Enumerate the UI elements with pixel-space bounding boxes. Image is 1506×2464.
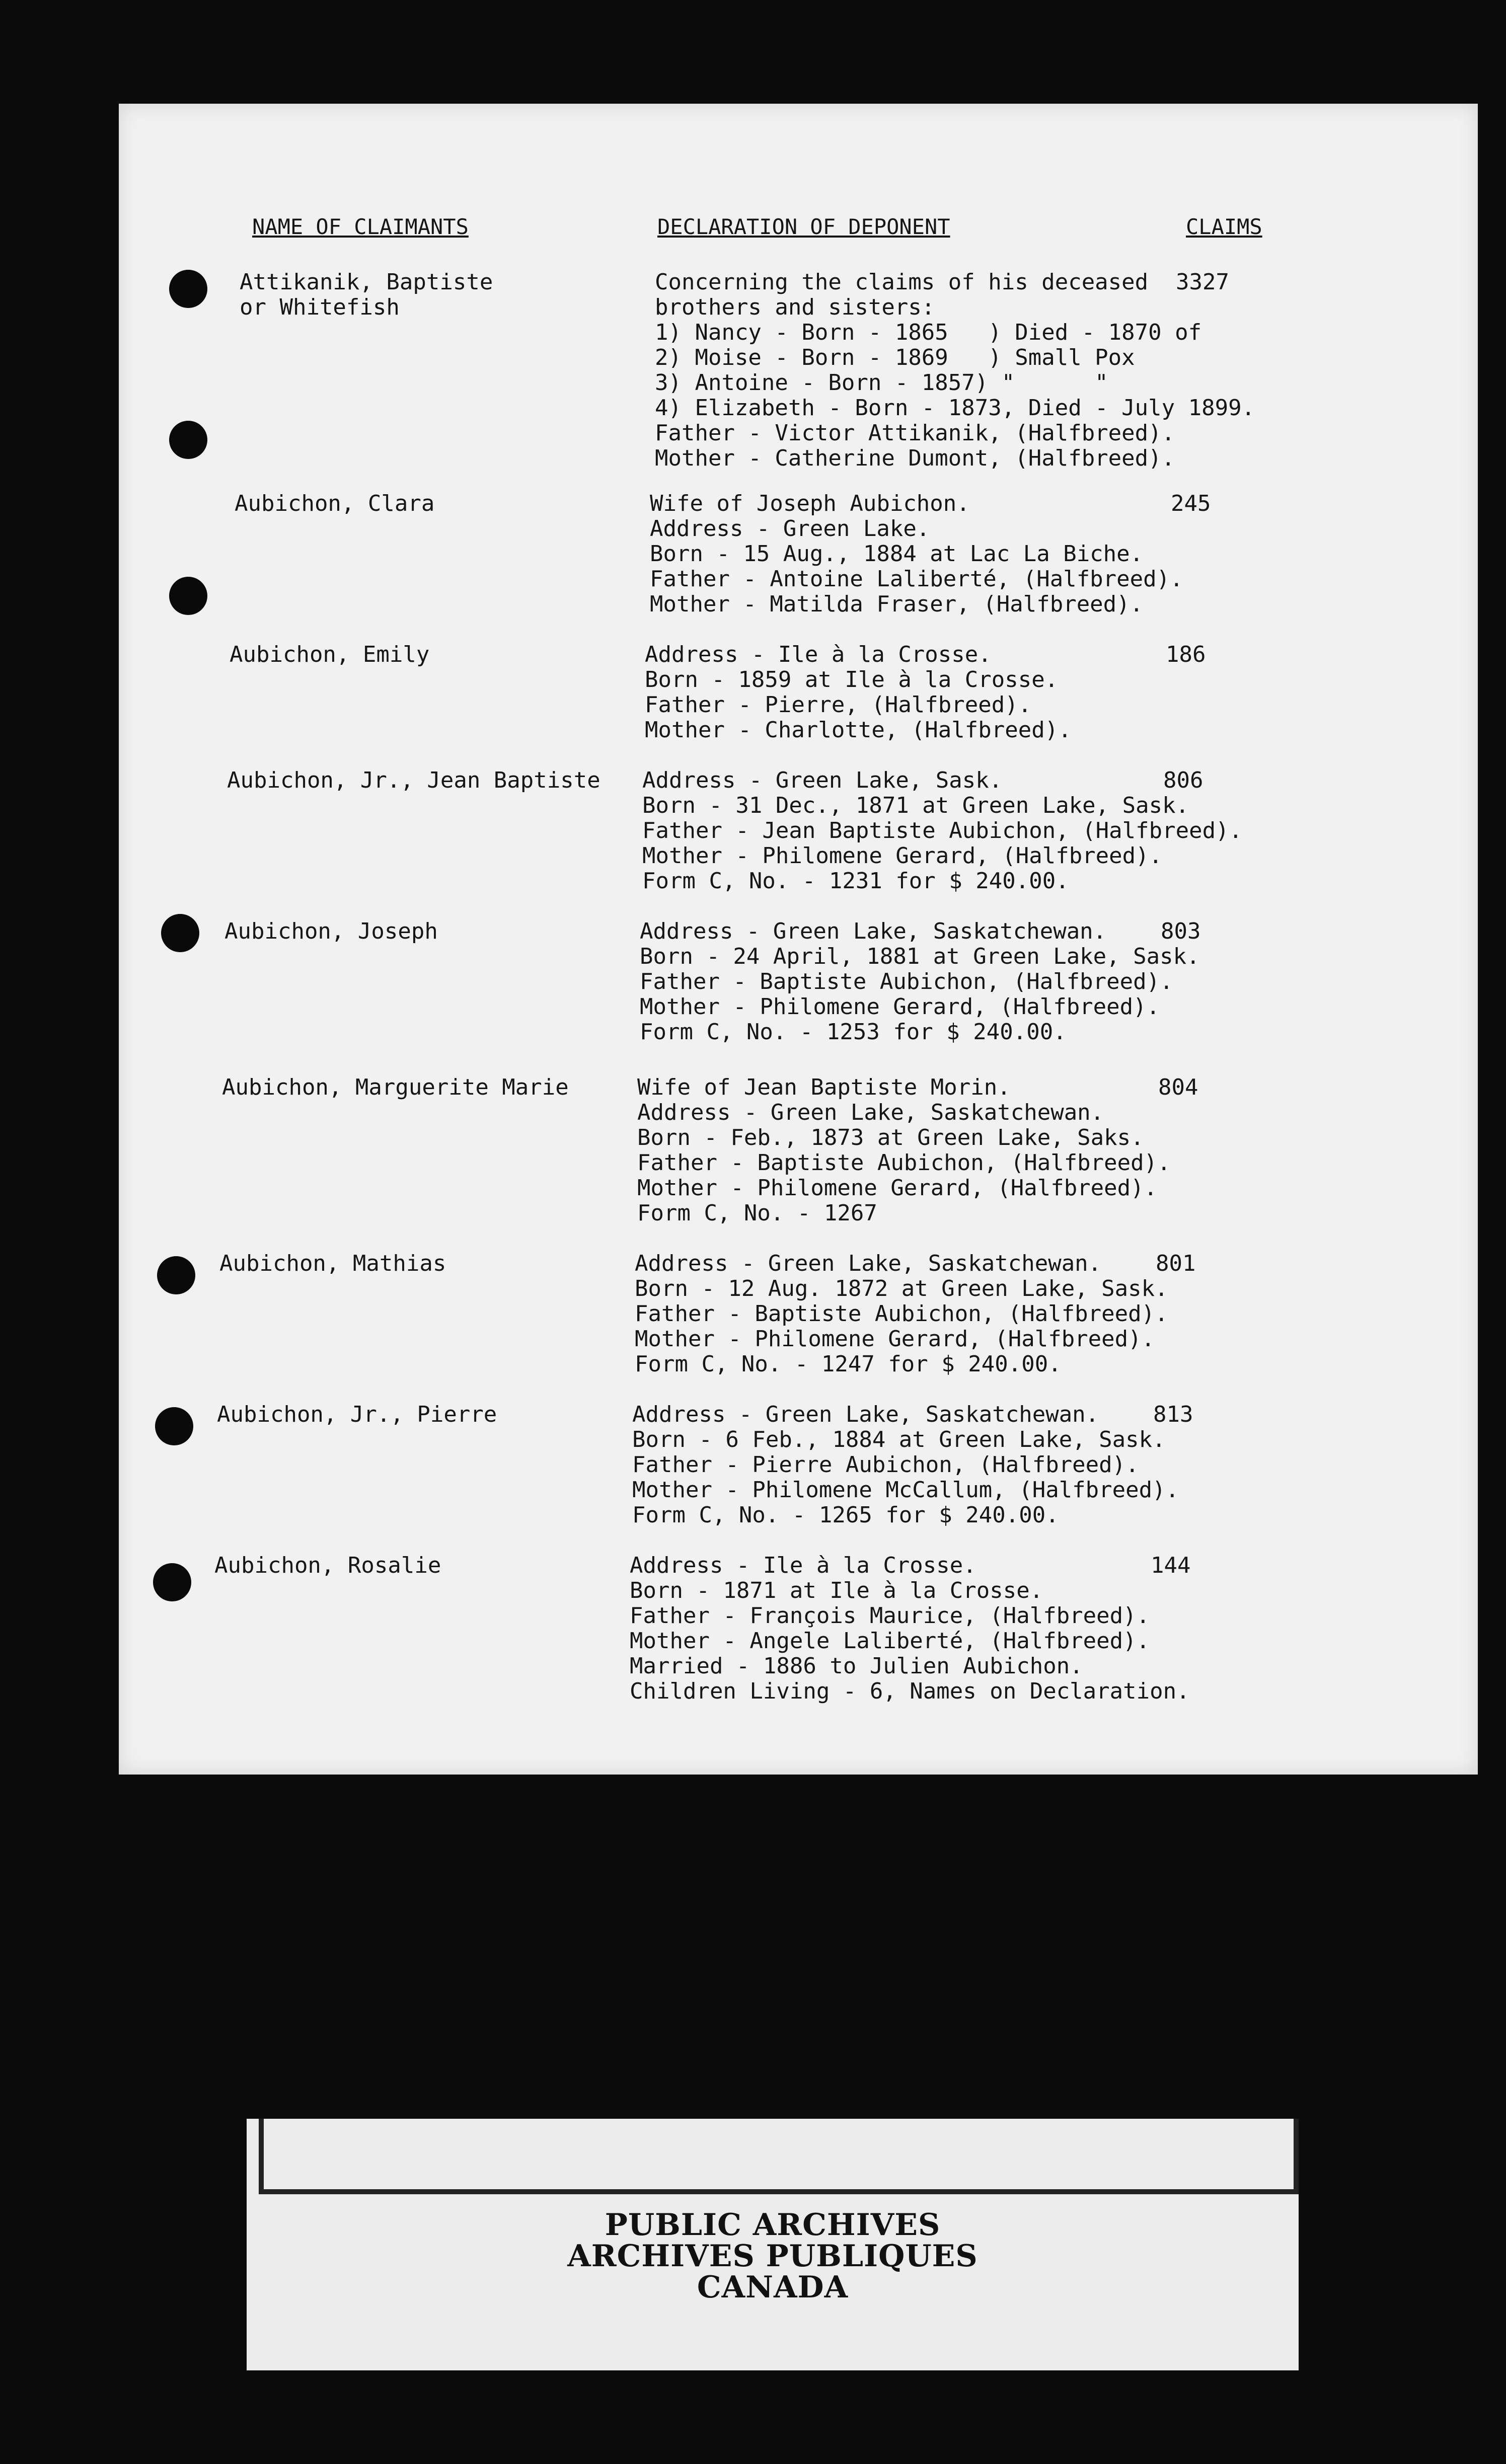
claim-number: 813	[1153, 1402, 1193, 1427]
header-declaration-of-deponent: DECLARATION OF DEPONENT	[657, 214, 950, 239]
punch-hole	[153, 1563, 191, 1601]
declaration-text	[640, 919, 1200, 1045]
claim-number: 804	[1158, 1074, 1198, 1100]
declaration-line: brothers and sisters:	[655, 294, 935, 320]
punch-hole	[169, 270, 207, 308]
declaration-line: Form C, No. - 1247 for $ 240.00.	[635, 1351, 1062, 1377]
punch-hole	[169, 577, 207, 615]
claimant-name	[235, 491, 434, 516]
slip-frame	[259, 2119, 1299, 2194]
claimant-name-line: or Whitefish	[240, 294, 400, 320]
declaration-line: Mother - Philomene Gerard, (Halfbreed).	[640, 994, 1160, 1020]
declaration-line: Children Living - 6, Names on Declaration.	[630, 1678, 1190, 1704]
declaration-line: 1) Nancy - Born - 1865 ) Died - 1870 of	[655, 320, 1202, 345]
claimant-name	[222, 1075, 569, 1100]
declaration-line: Mother - Angele Laliberté, (Halfbreed).	[630, 1628, 1150, 1654]
declaration-text	[630, 1553, 1190, 1704]
declaration-line: 2) Moise - Born - 1869 ) Small Pox	[655, 345, 1135, 370]
declaration-text	[650, 491, 1183, 617]
declaration-line: Address - Ile à la Crosse.	[645, 642, 992, 667]
declaration-text	[655, 270, 1255, 471]
declaration-text	[645, 642, 1072, 743]
declaration-line: Father - Baptiste Aubichon, (Halfbreed).	[635, 1301, 1168, 1327]
declaration-line: Address - Ile à la Crosse.	[630, 1553, 976, 1578]
declaration-line: Wife of Jean Baptiste Morin.	[637, 1074, 1011, 1100]
archive-slip	[247, 2119, 1299, 2370]
punch-hole	[169, 421, 207, 459]
claimant-name-line: Aubichon, Joseph	[224, 918, 438, 944]
stamp-line-3: CANADA	[697, 2270, 849, 2305]
declaration-line: Father - Baptiste Aubichon, (Halfbreed).	[637, 1150, 1171, 1176]
declaration-line: Concerning the claims of his deceased	[655, 269, 1149, 295]
declaration-line: Form C, No. - 1265 for $ 240.00.	[632, 1502, 1059, 1528]
declaration-text	[637, 1075, 1171, 1226]
punch-hole	[157, 1256, 195, 1294]
declaration-line: Address - Green Lake, Saskatchewan.	[635, 1251, 1102, 1276]
punch-hole	[155, 1407, 193, 1445]
header-name-of-claimants: NAME OF CLAIMANTS	[252, 214, 469, 239]
declaration-line: Wife of Joseph Aubichon.	[650, 491, 970, 516]
claimant-name	[224, 919, 438, 944]
declaration-line: Mother - Philomene McCallum, (Halfbreed).	[632, 1477, 1179, 1503]
stamp-line-1: PUBLIC ARCHIVES	[605, 2207, 941, 2243]
declaration-text	[642, 768, 1242, 894]
claimant-name	[219, 1251, 446, 1276]
declaration-line: Father - Pierre Aubichon, (Halfbreed).	[632, 1452, 1139, 1478]
archive-stamp	[247, 2209, 1299, 2303]
claim-number: 3327	[1176, 269, 1229, 295]
declaration-line: 4) Elizabeth - Born - 1873, Died - July 1899.	[655, 395, 1255, 421]
declaration-line: Born - 31 Dec., 1871 at Green Lake, Sask.	[642, 793, 1189, 818]
declaration-line: Father - Antoine Laliberté, (Halfbreed).	[650, 566, 1183, 592]
declaration-line: Born - 6 Feb., 1884 at Green Lake, Sask.	[632, 1427, 1166, 1452]
declaration-line: Address - Green Lake, Saskatchewan.	[637, 1100, 1104, 1125]
declaration-line: Mother - Matilda Fraser, (Halfbreed).	[650, 591, 1144, 617]
declaration-line: 3) Antoine - Born - 1857) " "	[655, 370, 1108, 396]
declaration-line: Mother - Charlotte, (Halfbreed).	[645, 717, 1072, 743]
declaration-line: Mother - Catherine Dumont, (Halfbreed).	[655, 445, 1175, 471]
declaration-line: Form C, No. - 1231 for $ 240.00.	[642, 868, 1069, 894]
declaration-line: Born - 1871 at Ile à la Crosse.	[630, 1578, 1043, 1603]
declaration-line: Born - Feb., 1873 at Green Lake, Saks.	[637, 1125, 1144, 1150]
claimant-name	[227, 768, 600, 793]
claimant-name-line: Attikanik, Baptiste	[240, 269, 493, 295]
declaration-line: Address - Green Lake, Sask.	[642, 767, 1003, 793]
claimant-name-line: Aubichon, Mathias	[219, 1251, 446, 1276]
claim-number: 186	[1166, 642, 1206, 667]
declaration-line: Born - 12 Aug. 1872 at Green Lake, Sask.	[635, 1276, 1168, 1301]
claimant-name	[217, 1402, 497, 1427]
claimant-name-line: Aubichon, Jr., Pierre	[217, 1402, 497, 1427]
declaration-line: Address - Green Lake, Saskatchewan.	[640, 918, 1107, 944]
declaration-text	[635, 1251, 1168, 1377]
claimant-name-line: Aubichon, Clara	[235, 491, 435, 516]
declaration-line: Address - Green Lake.	[650, 516, 930, 542]
claimant-name-line: Aubichon, Rosalie	[214, 1553, 441, 1578]
header-claims: CLAIMS	[1186, 214, 1262, 239]
declaration-line: Father - Pierre, (Halfbreed).	[645, 692, 1032, 718]
claimant-name	[214, 1553, 441, 1578]
punch-hole	[161, 914, 199, 952]
stamp-line-2: ARCHIVES PUBLIQUES	[567, 2239, 978, 2274]
declaration-line: Married - 1886 to Julien Aubichon.	[630, 1653, 1083, 1679]
declaration-line: Father - Victor Attikanik, (Halfbreed).	[655, 420, 1175, 446]
declaration-line: Form C, No. - 1267	[637, 1200, 877, 1226]
claim-number: 245	[1171, 491, 1211, 516]
document-page	[119, 104, 1478, 1775]
declaration-text	[632, 1402, 1179, 1528]
claimant-name	[240, 270, 493, 320]
declaration-line: Father - Baptiste Aubichon, (Halfbreed).	[640, 969, 1173, 994]
declaration-line: Mother - Philomene Gerard, (Halfbreed).	[637, 1175, 1158, 1201]
claim-number: 801	[1156, 1251, 1196, 1276]
claim-number: 803	[1161, 918, 1201, 944]
declaration-line: Mother - Philomene Gerard, (Halfbreed).	[635, 1326, 1155, 1352]
declaration-line: Address - Green Lake, Saskatchewan.	[632, 1402, 1099, 1427]
declaration-line: Born - 15 Aug., 1884 at Lac La Biche.	[650, 541, 1144, 567]
claimant-name-line: Aubichon, Marguerite Marie	[222, 1074, 569, 1100]
declaration-line: Mother - Philomene Gerard, (Halfbreed).	[642, 843, 1163, 869]
declaration-line: Form C, No. - 1253 for $ 240.00.	[640, 1019, 1067, 1045]
declaration-line: Born - 24 April, 1881 at Green Lake, Sask.	[640, 944, 1200, 969]
claimant-name-line: Aubichon, Emily	[230, 642, 430, 667]
claimant-name-line: Aubichon, Jr., Jean Baptiste	[227, 767, 600, 793]
declaration-line: Father - François Maurice, (Halfbreed).	[630, 1603, 1150, 1629]
claim-number: 144	[1151, 1553, 1191, 1578]
claimant-name	[230, 642, 429, 667]
claim-number: 806	[1163, 767, 1203, 793]
declaration-line: Father - Jean Baptiste Aubichon, (Halfbreed).	[642, 818, 1243, 843]
declaration-line: Born - 1859 at Ile à la Crosse.	[645, 667, 1059, 692]
